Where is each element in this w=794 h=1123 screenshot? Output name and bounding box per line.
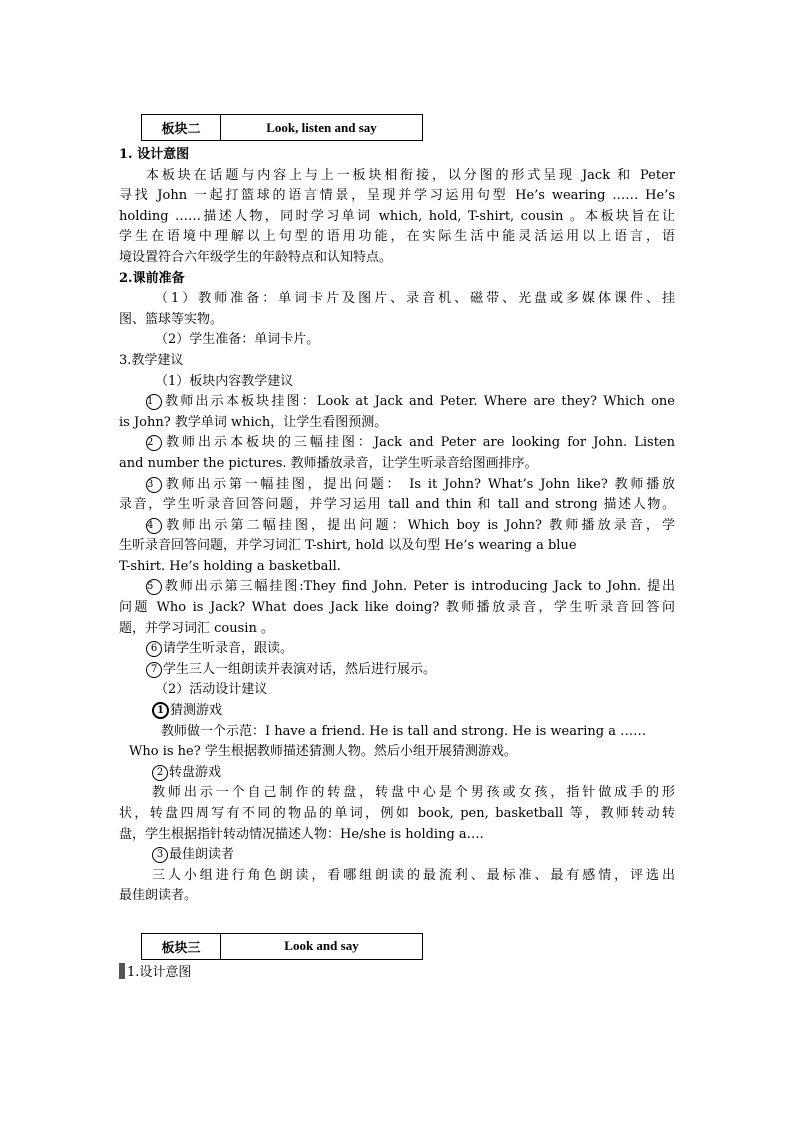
activity-number: 1 — [152, 702, 169, 719]
s1-heading: 1. 设计意图 — [119, 147, 190, 162]
activity-line: 盘，学生根据指针转动情况描述人物：He/she is holding a…. — [119, 826, 484, 842]
step-line: 5 教师出示第三幅挂图:They find John. Peter is introducing Jack to John. 提出 — [147, 579, 675, 595]
activity-line: 教师做一个示范：I have a friend. He is tall and strong. He is wearing a …… — [161, 723, 647, 739]
step-line: 2 教师出示本板块的三幅挂图：Jack and Peter are looking for John. Listen — [147, 435, 675, 451]
s2-heading: 2.课前准备 — [119, 270, 185, 286]
step-number: 4 — [146, 518, 162, 534]
step-number: 5 — [146, 579, 162, 595]
step-number: 7 — [146, 662, 162, 678]
document-page — [119, 114, 675, 984]
module2-label: 板块二 — [142, 115, 221, 140]
activity-title: 1 猜测游戏 — [119, 701, 675, 722]
activity-title: 3 最佳朗读者 — [119, 845, 675, 866]
step-number: 3 — [146, 477, 162, 493]
module2-title: Look, listen and say — [266, 119, 377, 135]
step-line: 7 学生三人一组朗读并表演对话，然后进行展示。 — [119, 660, 675, 681]
step-line: T-shirt. He’s holding a basketball. — [119, 558, 341, 574]
step-line: is John? 教学单词 which，让学生看图预测。 — [119, 414, 388, 430]
activity-line: Who is he? 学生根据教师描述猜测人物。然后小组开展猜测游戏。 — [129, 744, 517, 760]
step-line: 录音，学生听录音回答问题，并学习运用 tall and thin 和 tall and strong 描述人物。 — [119, 497, 675, 513]
step-number: 2 — [146, 435, 162, 451]
step-number: 6 — [146, 641, 162, 657]
step-line: 3 教师出示第一幅挂图，提出问题： Is it John? What’s John like? 教师播放 — [147, 476, 675, 492]
s1-line: 寻找 John 一起打篮球的语言情景，呈现并学习运用句型 He’s wearing …… He’s — [119, 188, 675, 204]
activity-title: 2 转盘游戏 — [119, 763, 675, 784]
module3-heading-row — [119, 963, 675, 984]
s1-line: 学生在语境中理解以上句型的语用功能，在实际生活中能灵活运用以上语言，语 — [119, 229, 675, 245]
module3-header — [141, 933, 423, 960]
step-line: 6 请学生听录音，跟读。 — [119, 639, 675, 660]
paragraph-marker — [119, 963, 125, 979]
module3-heading: 1.设计意图 — [127, 964, 192, 980]
activity-number: 3 — [152, 847, 168, 863]
activity-number: 2 — [152, 765, 168, 781]
activity-line: 状，转盘四周写有不同的物品的单词，例如 book, pen, basketball 等，教师转动转 — [119, 806, 675, 821]
s3-sub1: （1）板块内容教学建议 — [155, 373, 294, 389]
s3-heading: 3.教学建议 — [119, 352, 184, 368]
module3-title: Look and say — [284, 938, 359, 954]
step-number: 1 — [146, 394, 162, 410]
step-line: 题，并学习词汇 cousin 。 — [119, 620, 274, 636]
module2-header — [141, 114, 423, 141]
step-line: 问题 Who is Jack? What does Jack like doing? 教师播放录音，学生听录音回答问 — [119, 600, 675, 616]
activity-line: 教师出示一个自己制作的转盘，转盘中心是个男孩或女孩，指针做成手的形 — [152, 785, 675, 801]
s2-line: 图、篮球等实物。 — [119, 311, 224, 327]
step-line: and number the pictures. 教师播放录音，让学生听录音给图画排序。 — [119, 455, 538, 471]
s1-line: 境设置符合六年级学生的年龄特点和认知特点。 — [119, 249, 393, 265]
activity-line: 三人小组进行角色朗读，看哪组朗读的最流利、最标准、最有感情，评选出 — [152, 867, 675, 883]
s3-sub2: （2）活动设计建议 — [155, 682, 268, 698]
s2-line: （2）学生准备：单词卡片。 — [155, 332, 320, 348]
s1-line: holding ……描述人物，同时学习单词 which, hold, T-shirt, cousin 。本板块旨在让 — [119, 208, 675, 224]
step-line: 1 教师出示本板块挂图：Look at Jack and Peter. Where are they? Which one — [147, 394, 675, 410]
s1-line: 本板块在话题与内容上与上一板块相衔接，以分图的形式呈现 Jack 和 Peter — [146, 167, 675, 183]
step-line: 生听录音回答问题，并学习词汇 T-shirt, hold 以及句型 He’s wearing a blue — [119, 538, 577, 554]
activity-line: 最佳朗读者。 — [119, 888, 198, 904]
s2-line: （1）教师准备：单词卡片及图片、录音机、磁带、光盘或多媒体课件、挂 — [155, 291, 675, 307]
step-line: 4 教师出示第二幅挂图，提出问题：Which boy is John? 教师播放录音，学 — [147, 517, 675, 533]
module3-label: 板块三 — [142, 934, 221, 959]
